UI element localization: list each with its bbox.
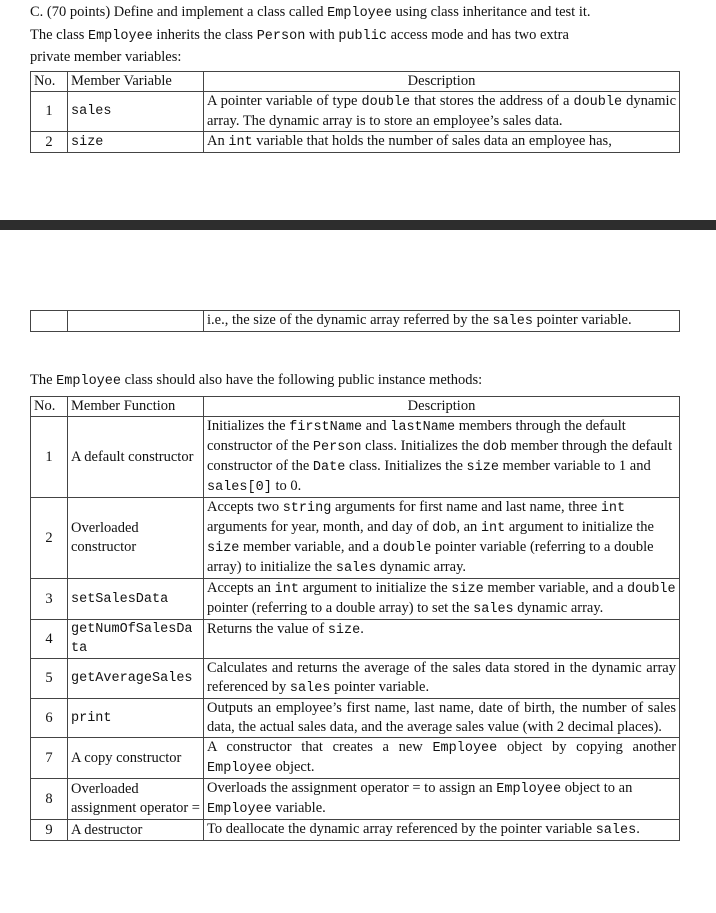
col-header-member-variable: Member Variable <box>68 72 204 92</box>
empty-cell <box>31 311 68 332</box>
function-name: Overloaded assignment operator = <box>68 779 204 820</box>
function-description: Accepts two string arguments for first name and last name, three int arguments for year, month, and day of dob, an int argument to initialize the size member variable, and a double pointer variable (referring to a double array) to initialize the sales dynamic array. <box>204 498 680 579</box>
function-name: getAverageSales <box>68 659 204 699</box>
function-description: To deallocate the dynamic array referenced by the pointer variable sales. <box>204 820 680 841</box>
table-row <box>31 92 680 132</box>
function-description: A constructor that creates a new Employee object by copying another Employee object. <box>204 738 680 779</box>
function-name: A destructor <box>68 820 204 841</box>
member-description: i.e., the size of the dynamic array referred by the sales pointer variable. <box>204 311 680 332</box>
table-row <box>31 738 680 779</box>
table-row <box>31 417 680 498</box>
function-description: Initializes the firstName and lastName members through the default constructor of the Person class. Initializes the dob member through the default constructor of the Date class. Initializes the size member variable to 1 and sales[0] to 0. <box>204 417 680 498</box>
table-header-row <box>31 397 680 417</box>
row-number: 3 <box>31 579 68 620</box>
table-row <box>31 132 680 153</box>
function-description: Outputs an employee’s first name, last name, date of birth, the number of sales data, the actual sales data, and the average sales value (with 2 decimal places). <box>204 699 680 738</box>
function-description: Returns the value of size. <box>204 620 680 659</box>
row-number: 2 <box>31 498 68 579</box>
col-header-description: Description <box>204 397 680 417</box>
table-row <box>31 820 680 841</box>
row-number: 4 <box>31 620 68 659</box>
function-name: Overloaded constructor <box>68 498 204 579</box>
page-break-bar <box>0 220 716 230</box>
member-description: A pointer variable of type double that stores the address of a double dynamic array. The dynamic array is to store an employee’s sales data. <box>204 92 680 132</box>
row-number: 1 <box>31 417 68 498</box>
function-name: setSalesData <box>68 579 204 620</box>
col-header-description: Description <box>204 72 680 92</box>
intro-line-1: C. (70 points) Define and implement a class called Employee using class inheritance and test it. <box>30 4 591 21</box>
question-intro <box>30 2 680 68</box>
table-row <box>31 699 680 738</box>
function-description: Accepts an int argument to initialize the size member variable, and a double pointer (referring to a double array) to set the sales dynamic array. <box>204 579 680 620</box>
member-name: size <box>68 132 204 153</box>
member-description: An int variable that holds the number of sales data an employee has, <box>204 132 680 153</box>
intro-line-3: private member variables: <box>30 49 182 65</box>
row-number: 9 <box>31 820 68 841</box>
col-header-no: No. <box>31 72 68 92</box>
row-number: 6 <box>31 699 68 738</box>
member-variable-table <box>30 71 680 153</box>
table-header-row <box>31 72 680 92</box>
table-row <box>31 498 680 579</box>
table-row <box>31 579 680 620</box>
col-header-member-function: Member Function <box>68 397 204 417</box>
function-name: getNumOfSalesData <box>68 620 204 659</box>
function-name: A copy constructor <box>68 738 204 779</box>
methods-intro: The Employee class should also have the following public instance methods: <box>30 372 483 389</box>
intro-line-2: The class Employee inherits the class Person with public access mode and has two extra <box>30 26 569 44</box>
row-number: 2 <box>31 132 68 153</box>
table-row <box>31 659 680 699</box>
empty-cell <box>68 311 204 332</box>
member-name: sales <box>68 92 204 132</box>
row-number: 1 <box>31 92 68 132</box>
row-number: 5 <box>31 659 68 699</box>
function-description: Overloads the assignment operator = to assign an Employee object to an Employee variable. <box>204 779 680 820</box>
table-row <box>31 620 680 659</box>
col-header-no: No. <box>31 397 68 417</box>
member-variable-table-continued <box>30 310 680 332</box>
table-row <box>31 311 680 332</box>
table-row <box>31 779 680 820</box>
function-description: Calculates and returns the average of the sales data stored in the dynamic array referenced by sales pointer variable. <box>204 659 680 699</box>
function-name: A default constructor <box>68 417 204 498</box>
row-number: 8 <box>31 779 68 820</box>
function-name: print <box>68 699 204 738</box>
row-number: 7 <box>31 738 68 779</box>
member-function-table <box>30 396 680 841</box>
